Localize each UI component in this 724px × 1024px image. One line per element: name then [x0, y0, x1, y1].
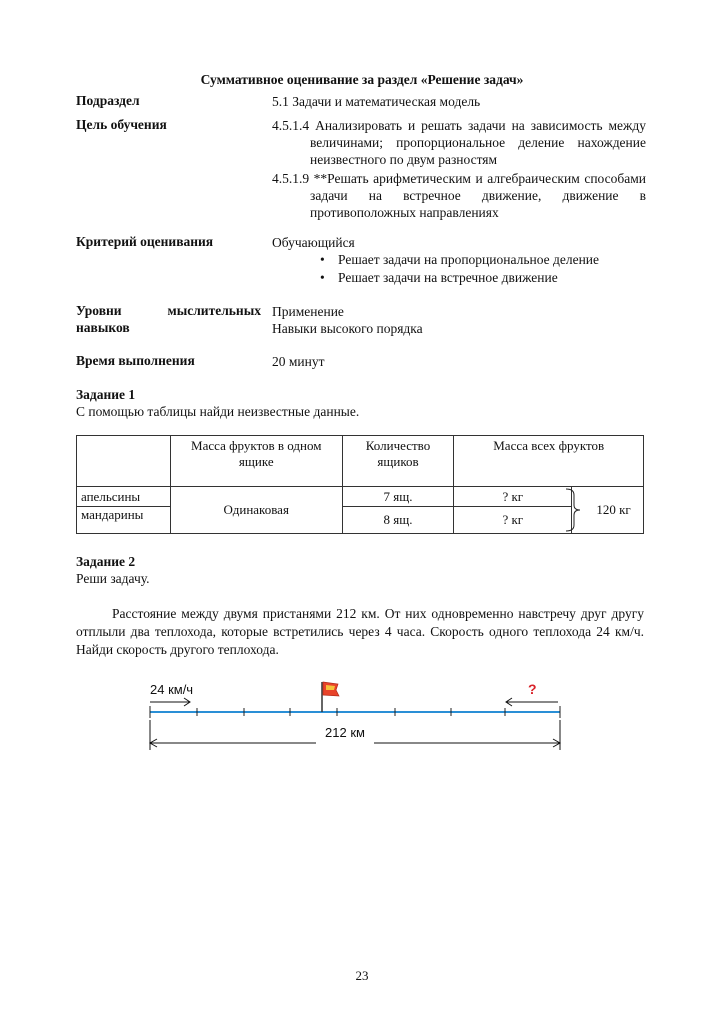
fruit-name-cell: апельсины	[77, 487, 171, 507]
task1-table	[76, 435, 644, 534]
goal-list	[272, 117, 646, 221]
criteria-text: Решает задачи на пропорциональное деление	[338, 252, 600, 267]
goal-line: нахождение неизвестного по двум разностям	[310, 135, 646, 167]
criteria-label: Критерий оценивания	[76, 234, 214, 249]
subsection-label: Подраздел	[76, 93, 140, 108]
time-value: 20 минут	[272, 354, 325, 369]
meeting-flag-icon	[322, 682, 339, 712]
goal-line: противоположных направлениях	[310, 205, 499, 220]
level-item: Навыки высокого порядка	[272, 321, 423, 336]
table-header-row	[77, 436, 644, 487]
distance-label: 212 км	[325, 725, 365, 740]
goal-label: Цель обучения	[76, 117, 167, 132]
table-header-cell: Масса всех фруктов	[454, 436, 644, 487]
brace-icon	[564, 487, 584, 533]
motion-diagram	[140, 672, 570, 762]
levels-label	[76, 303, 261, 336]
table-row	[77, 487, 644, 507]
task2-title: Задание 2	[76, 554, 136, 569]
table-header-cell	[77, 436, 171, 487]
goal-line: способами задачи на встречное движение, движение в	[310, 171, 647, 203]
box-count-cell: 7 ящ.	[342, 487, 454, 507]
goal-item	[272, 117, 646, 168]
fruit-name-cell: мандарины	[77, 507, 171, 534]
levels-label-word: мыслительных	[167, 303, 261, 318]
table-row	[77, 507, 644, 534]
task1-subtitle: С помощью таблицы найди неизвестные данные.	[76, 404, 360, 419]
table-header-cell: Масса фруктов в одном ящике	[170, 436, 342, 487]
total-mass-value: 120 кг	[596, 502, 631, 517]
fruit-mass-cell: ? кг	[454, 507, 572, 534]
level-item: Применение	[272, 304, 344, 319]
right-speed-label: ?	[528, 681, 537, 697]
time-label: Время выполнения	[76, 353, 195, 368]
task1-title: Задание 1	[76, 387, 136, 402]
goal-line: 4.5.1.9 **Решать арифметическим и алгебраическим	[272, 171, 580, 186]
goal-line: между величинами; пропорциональное деление	[310, 118, 646, 150]
goal-line: 4.5.1.4 Анализировать и решать задачи на зависимость	[272, 118, 603, 133]
subsection-value: 5.1 Задачи и математическая модель	[272, 94, 481, 109]
same-mass-cell: Одинаковая	[170, 487, 342, 534]
criteria-item	[272, 269, 646, 287]
left-speed-label: 24 км/ч	[150, 682, 194, 697]
box-count-cell: 8 ящ.	[342, 507, 454, 534]
levels-block	[272, 303, 646, 337]
bullet-icon: •	[320, 270, 325, 285]
page-number: 23	[355, 968, 369, 983]
levels-label-word: Уровни	[76, 303, 122, 318]
criteria-intro: Обучающийся	[272, 235, 355, 250]
fruit-mass-cell: ? кг	[454, 487, 572, 507]
table-header-cell: Количество ящиков	[342, 436, 454, 487]
task2-subtitle: Реши задачу.	[76, 571, 150, 586]
goal-item	[272, 170, 646, 221]
criteria-item	[272, 251, 646, 269]
levels-label-word: навыков	[76, 320, 130, 335]
page-title: Суммативное оценивание за раздел «Решение задач»	[200, 72, 524, 87]
total-mass-cell	[572, 487, 644, 534]
criteria-text: Решает задачи на встречное движение	[338, 270, 558, 285]
criteria-block	[272, 234, 646, 287]
task2-problem: Расстояние между двумя пристанями 212 км. От них одновременно навстречу друг другу отплыли два теплохода, которые встретились через 4 часа. Скорость одного теплохода 24 км/ч. Найди скорость другого теплохода.	[76, 606, 644, 657]
bullet-icon: •	[320, 252, 325, 267]
